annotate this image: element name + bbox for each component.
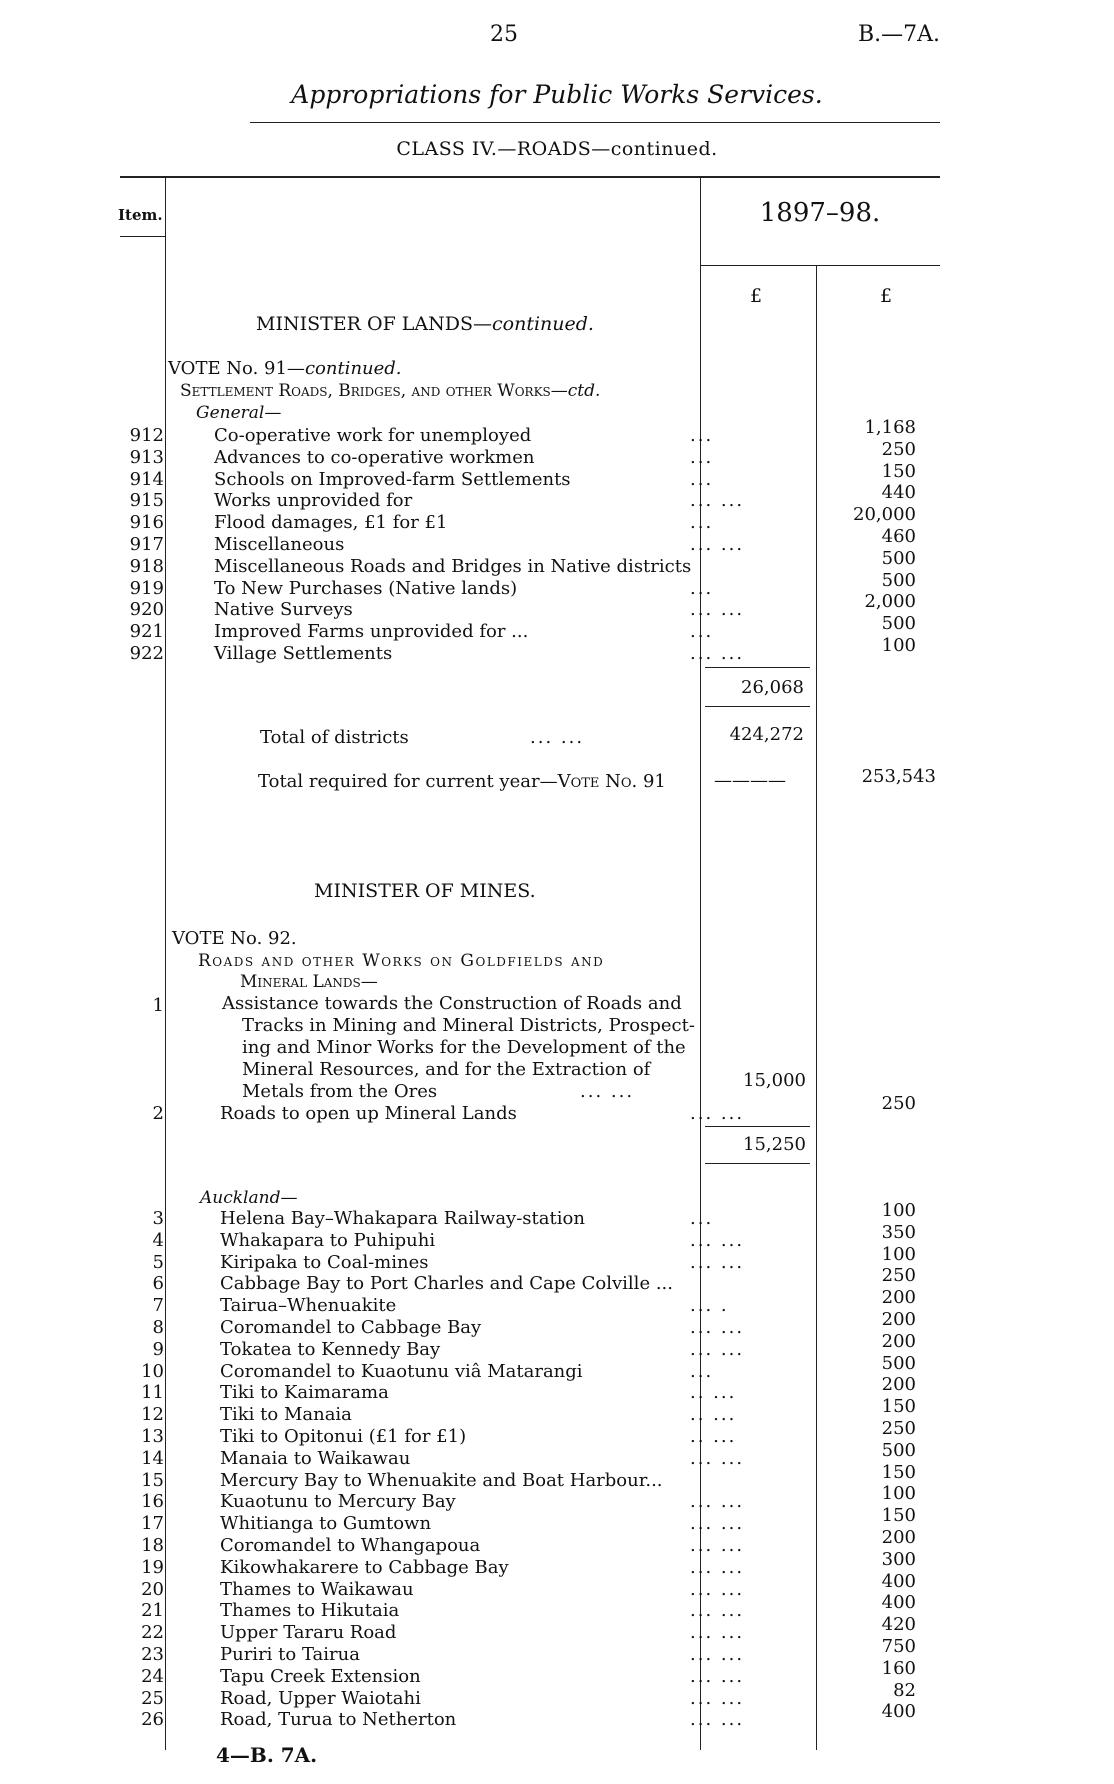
auckland-item-number: 21 [141, 1600, 164, 1622]
auckland-item-row [110, 1330, 940, 1361]
auckland-item-number: 15 [141, 1469, 164, 1491]
auckland-item-leader-dots: ... . [690, 1295, 729, 1317]
auckland-item-number: 3 [152, 1208, 164, 1229]
mines-item-1-line: Assistance towards the Construction of Roads and [222, 993, 682, 1014]
item-column-header: Item. [118, 206, 163, 224]
lands-item-number: 918 [129, 555, 164, 577]
lands-item-row [110, 438, 940, 469]
auckland-item-amount: 200 [881, 1309, 916, 1330]
auckland-item-description: Thames to Waikawau [220, 1578, 414, 1600]
auckland-item-number: 6 [152, 1273, 164, 1295]
auckland-item-amount: 200 [881, 1330, 916, 1352]
mines-item-1-amount: 15,000 [743, 1070, 806, 1091]
auckland-item-description: Puriri to Tairua [220, 1644, 360, 1665]
mines-item-1-line: Tracks in Mining and Mineral Districts, Prospect- [242, 1015, 695, 1036]
auckland-item-row [110, 1527, 940, 1557]
auckland-item-amount: 200 [881, 1374, 916, 1396]
lands-item-description: Flood damages, £1 for £1 [214, 512, 448, 534]
lands-item-leader-dots: ... ... [690, 643, 745, 664]
total-districts-amount: 424,272 [729, 724, 804, 745]
total-districts-dots: ... ... [530, 727, 585, 748]
total-required-vote: Vote No. 91 [557, 771, 666, 792]
lands-item-amount: 150 [881, 460, 916, 482]
auckland-item-leader-dots: ... ... [690, 1447, 745, 1469]
auckland-item-number: 4 [152, 1229, 164, 1251]
auckland-item-amount: 250 [881, 1265, 916, 1287]
lands-item-number: 912 [129, 425, 164, 446]
lands-item-number: 916 [129, 512, 164, 534]
auckland-item-description: Whakapara to Puhipuhi [220, 1229, 436, 1251]
auckland-item-amount: 420 [881, 1614, 916, 1636]
auckland-item-number: 8 [152, 1317, 164, 1338]
settlement-roads-title: Settlement Roads, Bridges, and other Works— [180, 381, 568, 401]
vote-91-title: VOTE No. 91— [168, 358, 305, 379]
auckland-item-leader-dots: ... ... [690, 1709, 745, 1731]
auckland-item-description: Coromandel to Whangapoua [220, 1535, 481, 1556]
lands-item-leader-dots: ... [690, 512, 714, 534]
auckland-item-description: Kikowhakarere to Cabbage Bay [220, 1556, 509, 1578]
auckland-item-description: Tapu Creek Extension [220, 1665, 421, 1687]
lands-item-row [110, 417, 940, 447]
lands-item-leader-dots: ... ... [690, 534, 745, 555]
mines-subtotal-rule [705, 1126, 810, 1127]
mines-item-2-dots: ... ... [690, 1103, 745, 1124]
minister-mines-heading: MINISTER OF MINES. [314, 880, 536, 902]
mines-item-1-line: Mineral Resources, and for the Extraction of [242, 1059, 651, 1080]
auckland-item-amount: 400 [881, 1592, 916, 1614]
lands-item-amount: 250 [881, 438, 916, 460]
auckland-item-leader-dots: ... [690, 1360, 714, 1382]
document-reference: B.—7A. [858, 22, 941, 47]
currency-header-2: £ [880, 285, 893, 307]
mines-item-1-dots: ... ... [580, 1081, 635, 1102]
auckland-subhead: Auckland— [200, 1188, 298, 1208]
lands-item-description: Improved Farms unprovided for ... [214, 621, 529, 643]
lands-item-row [110, 547, 940, 578]
auckland-item-row [110, 1287, 940, 1317]
lands-item-row [110, 613, 940, 643]
auckland-item-amount: 100 [881, 1243, 916, 1265]
auckland-item-amount: 200 [881, 1287, 916, 1309]
auckland-item-row [110, 1418, 940, 1448]
auckland-item-row [110, 1592, 940, 1622]
lands-item-amount: 500 [881, 547, 916, 569]
auckland-item-row [110, 1614, 940, 1644]
auckland-item-amount: 200 [881, 1527, 916, 1548]
auckland-item-description: Mercury Bay to Whenuakite and Boat Harbour... [220, 1469, 663, 1491]
auckland-item-number: 23 [141, 1644, 164, 1665]
auckland-item-leader-dots: ... ... [690, 1317, 745, 1338]
mines-item-2-description: Roads to open up Mineral Lands [220, 1103, 517, 1124]
lands-subtotal-rule [705, 667, 810, 668]
auckland-item-row [110, 1657, 940, 1688]
lands-item-leader-dots: ... [690, 468, 714, 490]
auckland-item-row [110, 1243, 940, 1274]
auckland-item-leader-dots: ... [690, 1208, 714, 1229]
auckland-item-row [110, 1461, 940, 1492]
lands-item-description: Schools on Improved-farm Settlements [214, 468, 571, 490]
auckland-item-amount: 150 [881, 1505, 916, 1527]
lands-item-description: Works unprovided for [214, 490, 413, 512]
lands-item-description: Advances to co-operative workmen [214, 446, 535, 468]
mines-subtotal-rule-2 [705, 1163, 810, 1164]
auckland-item-row [110, 1439, 940, 1470]
auckland-item-row [110, 1701, 940, 1731]
auckland-item-amount: 160 [881, 1657, 916, 1679]
auckland-item-amount: 150 [881, 1461, 916, 1483]
lands-item-number: 915 [129, 490, 164, 512]
auckland-item-description: Tokatea to Kennedy Bay [220, 1338, 441, 1360]
lands-item-description: Miscellaneous [214, 534, 345, 555]
auckland-item-description: Coromandel to Cabbage Bay [220, 1317, 482, 1338]
page-title: Appropriations for Public Works Services. [291, 80, 823, 109]
auckland-item-number: 22 [141, 1622, 164, 1644]
auckland-item-leader-dots: ... ... [690, 1491, 745, 1513]
auckland-item-row [110, 1200, 940, 1230]
lands-item-amount: 460 [881, 526, 916, 547]
auckland-item-amount: 400 [881, 1701, 916, 1723]
lands-item-row [110, 460, 940, 491]
lands-item-number: 917 [129, 534, 164, 555]
auckland-item-amount: 500 [881, 1352, 916, 1374]
year-header-rule [700, 265, 940, 266]
mines-item-1-line: Metals from the Ores [242, 1081, 438, 1102]
total-required-text: Total required for current year— [258, 771, 558, 792]
auckland-item-leader-dots: .. ... [690, 1426, 737, 1447]
lands-item-amount: 1,168 [864, 417, 916, 438]
auckland-item-row [110, 1396, 940, 1426]
auckland-item-description: Road, Upper Waiotahi [220, 1687, 421, 1709]
auckland-item-description: Tiki to Manaia [220, 1404, 352, 1426]
auckland-item-number: 13 [141, 1426, 164, 1447]
lands-item-number: 921 [129, 621, 164, 643]
settlement-roads-heading [180, 381, 600, 401]
mines-subtotal: 15,250 [743, 1134, 806, 1155]
mines-section-line-2: Mineral Lands— [240, 972, 378, 992]
auckland-item-description: Coromandel to Kuaotunu viâ Matarangi [220, 1360, 583, 1382]
auckland-item-amount: 350 [881, 1221, 916, 1243]
lands-item-row [110, 569, 940, 600]
auckland-item-description: Upper Tararu Road [220, 1622, 397, 1644]
auckland-item-leader-dots: ... ... [690, 1556, 745, 1578]
lands-item-row [110, 526, 940, 556]
auckland-item-number: 19 [141, 1556, 164, 1578]
auckland-item-amount: 500 [881, 1439, 916, 1461]
auckland-item-row [110, 1679, 940, 1710]
auckland-item-number: 20 [141, 1578, 164, 1600]
auckland-item-number: 10 [141, 1360, 164, 1382]
auckland-item-number: 7 [152, 1295, 164, 1317]
auckland-item-description: Tiki to Kaimarama [220, 1382, 389, 1404]
auckland-item-number: 5 [152, 1251, 164, 1273]
lands-item-row [110, 635, 940, 665]
lands-item-leader-dots: ... [690, 577, 714, 599]
auckland-item-description: Tairua–Whenuakite [220, 1295, 397, 1317]
lands-item-number: 922 [129, 643, 164, 664]
auckland-item-description: Cabbage Bay to Port Charles and Cape Colville ... [220, 1273, 673, 1295]
lands-item-amount: 500 [881, 569, 916, 591]
signature-mark: 4—B. 7A. [216, 1743, 318, 1767]
lands-item-leader-dots: ... ... [690, 490, 745, 512]
auckland-item-number: 16 [141, 1491, 164, 1513]
lands-item-amount: 2,000 [864, 591, 916, 613]
auckland-item-number: 24 [141, 1665, 164, 1687]
lands-item-number: 919 [129, 577, 164, 599]
auckland-item-leader-dots: ... ... [690, 1251, 745, 1273]
lands-item-leader-dots: ... [690, 425, 714, 446]
auckland-item-number: 12 [141, 1404, 164, 1426]
total-required-label [258, 771, 666, 792]
mines-item-2-number: 2 [152, 1103, 164, 1124]
lands-item-leader-dots: ... [690, 621, 714, 643]
mines-item-2-amount: 250 [881, 1093, 916, 1114]
auckland-item-number: 11 [141, 1382, 164, 1404]
lands-item-description: Native Surveys [214, 599, 353, 621]
lands-item-row [110, 504, 940, 534]
auckland-item-description: Thames to Hikutaia [220, 1600, 400, 1622]
auckland-item-row [110, 1374, 940, 1404]
lands-subtotal: 26,068 [741, 677, 804, 698]
auckland-item-leader-dots: ... ... [690, 1644, 745, 1665]
auckland-item-amount: 300 [881, 1548, 916, 1570]
class-heading: CLASS IV.—ROADS—continued. [396, 138, 718, 160]
auckland-item-number: 26 [141, 1709, 164, 1731]
total-required-dash: ———— [714, 770, 786, 791]
title-rule [250, 122, 940, 123]
auckland-item-leader-dots: ... ... [690, 1622, 745, 1644]
auckland-item-amount: 400 [881, 1570, 916, 1592]
lands-subtotal-rule-2 [705, 706, 810, 707]
auckland-item-amount: 100 [881, 1483, 916, 1505]
page-number: 25 [490, 22, 518, 47]
auckland-item-row [110, 1265, 940, 1295]
lands-item-number: 920 [129, 599, 164, 621]
auckland-item-leader-dots: ... ... [690, 1229, 745, 1251]
lands-item-leader-dots: ... [690, 446, 714, 468]
auckland-item-number: 25 [141, 1687, 164, 1709]
auckland-item-leader-dots: ... ... [690, 1687, 745, 1709]
vote-91-heading [168, 358, 402, 379]
auckland-item-row [110, 1221, 940, 1252]
auckland-item-leader-dots: ... ... [690, 1513, 745, 1535]
auckland-item-number: 9 [152, 1338, 164, 1360]
lands-item-description: To New Purchases (Native lands) [214, 577, 518, 599]
auckland-item-leader-dots: ... ... [690, 1535, 745, 1556]
auckland-item-description: Manaia to Waikawau [220, 1447, 411, 1469]
auckland-item-leader-dots: ... ... [690, 1600, 745, 1622]
mines-section-line-1: Roads and other Works on Goldfields and [198, 951, 605, 971]
currency-header-1: £ [750, 285, 763, 307]
auckland-item-leader-dots: .. ... [690, 1404, 737, 1426]
lands-item-amount: 100 [881, 635, 916, 656]
mines-item-2-row [110, 1093, 940, 1125]
minister-lands-title: MINISTER OF LANDS— [256, 313, 493, 335]
lands-item-amount: 500 [881, 613, 916, 635]
auckland-item-amount: 82 [893, 1679, 916, 1701]
auckland-item-row [110, 1636, 940, 1666]
auckland-item-leader-dots: ... ... [690, 1338, 745, 1360]
vote-92-heading: VOTE No. 92. [172, 928, 297, 949]
auckland-item-leader-dots: ... ... [690, 1578, 745, 1600]
auckland-item-description: Helena Bay–Whakapara Railway-station [220, 1208, 585, 1229]
lands-item-number: 913 [129, 446, 164, 468]
auckland-item-description: Kuaotunu to Mercury Bay [220, 1491, 456, 1513]
mines-item-1-line: ing and Minor Works for the Development of the [242, 1037, 686, 1058]
lands-item-amount: 20,000 [853, 504, 916, 526]
auckland-item-description: Whitianga to Gumtown [220, 1513, 432, 1535]
lands-item-description: Co-operative work for unemployed [214, 425, 532, 446]
lands-item-row [110, 591, 940, 621]
item-header-rule [120, 236, 165, 237]
auckland-item-row [110, 1352, 940, 1383]
auckland-item-amount: 150 [881, 1396, 916, 1418]
lands-item-description: Miscellaneous Roads and Bridges in Native districts [214, 555, 692, 577]
auckland-item-description: Road, Turua to Netherton [220, 1709, 457, 1731]
auckland-item-leader-dots: ... ... [690, 1665, 745, 1687]
auckland-item-row [110, 1570, 940, 1601]
auckland-item-row [110, 1505, 940, 1535]
auckland-item-row [110, 1548, 940, 1579]
total-required-amount: 253,543 [861, 766, 936, 787]
auckland-item-number: 18 [141, 1535, 164, 1556]
general-subhead: General— [196, 403, 282, 423]
table-top-rule [120, 176, 940, 178]
lands-item-number: 914 [129, 468, 164, 490]
auckland-item-number: 14 [141, 1447, 164, 1469]
auckland-item-row [110, 1483, 940, 1513]
auckland-item-amount: 100 [881, 1200, 916, 1221]
auckland-item-description: Tiki to Opitonui (£1 for £1) [220, 1426, 467, 1447]
mines-item-1-number: 1 [152, 995, 164, 1016]
lands-item-leader-dots: ... ... [690, 599, 745, 621]
vote-91-continued: continued. [304, 358, 402, 379]
lands-item-row [110, 482, 940, 512]
minister-lands-continued: continued. [492, 313, 594, 335]
auckland-item-number: 17 [141, 1513, 164, 1535]
auckland-item-leader-dots: .. ... [690, 1382, 737, 1404]
year-header: 1897–98. [759, 198, 881, 228]
auckland-item-row [110, 1309, 940, 1339]
minister-lands-heading [256, 313, 594, 335]
auckland-item-description: Kiripaka to Coal-mines [220, 1251, 429, 1273]
lands-item-amount: 440 [881, 482, 916, 504]
lands-item-description: Village Settlements [214, 643, 393, 664]
auckland-item-amount: 750 [881, 1636, 916, 1657]
total-districts-label: Total of districts [260, 727, 409, 748]
auckland-item-amount: 250 [881, 1418, 916, 1439]
settlement-roads-continued: ctd. [567, 381, 601, 401]
